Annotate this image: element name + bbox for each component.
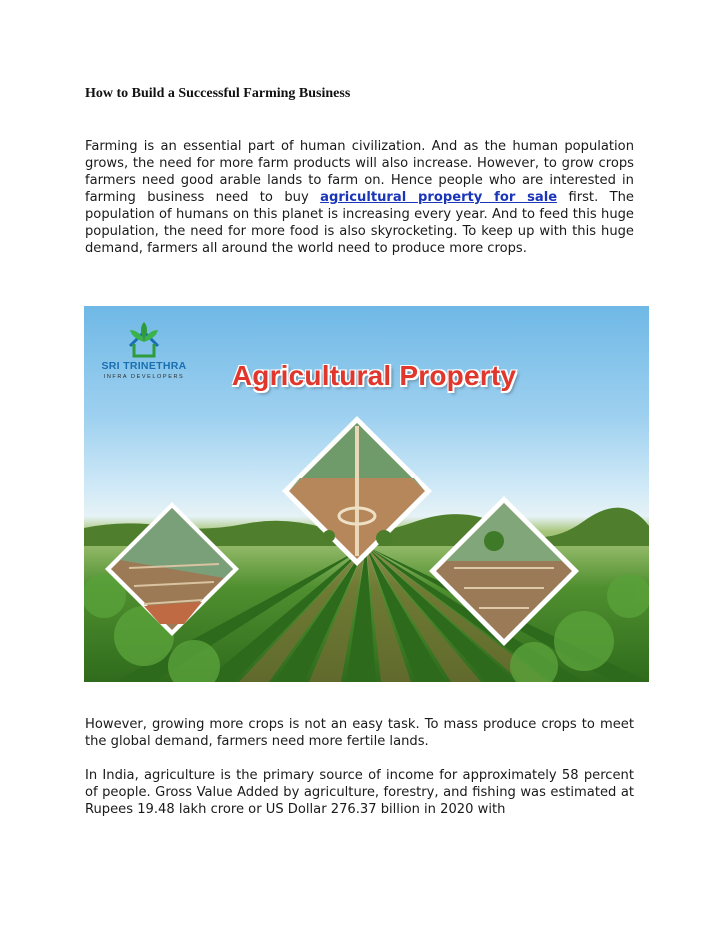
agricultural-property-banner (84, 306, 649, 682)
second-paragraph: However, growing more crops is not an easy task. To mass produce crops to meet the global demand, farmers need more fertile lands. (85, 717, 634, 749)
agricultural-property-link[interactable]: agricultural property for sale (320, 190, 558, 205)
intro-paragraph (85, 138, 634, 257)
logo-company-tagline: INFRA DEVELOPERS (103, 374, 185, 380)
intro-text-start: Farming is an essential part of human civilization. And as the human population grows, the need for more farm products will also increase. However, to grow crops farmers need good arable lands to farm on. Hence people who are interested in farming business need to buy (85, 139, 634, 205)
logo-company-name: SRI TRINETHRA (101, 360, 187, 372)
article-title: How to Build a Successful Farming Business (85, 86, 351, 101)
intro-text-end: first. The population of humans on this planet is increasing every year. And to feed this huge population, the need for more food is also skyrocketing. To keep up with this huge demand, farmers all around the world need to produce more crops. (85, 190, 634, 256)
third-paragraph: In India, agriculture is the primary source of income for approximately 58 percent of people. Gross Value Added by agriculture, forestry, and fishing was estimated at Rupees 19.48 lakh crore or US Dollar 276.37 billion in 2020 with (85, 768, 634, 817)
logo-house-icon (94, 316, 194, 360)
company-logo (94, 316, 194, 391)
banner-heading: Agricultural Property (231, 360, 517, 391)
